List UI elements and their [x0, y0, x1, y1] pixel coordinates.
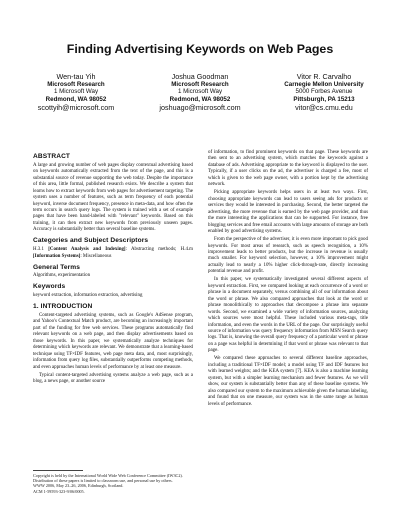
introduction-paragraph: Content-targeted advertising systems, such as Google's AdSense program, and Yahoo's Contextual Match product, are becoming an increasingly important part of the funding for free web services. These programs automatically find relevant keywords on a web page, and then display advertisements based on those keywords. In this paper, we systematically analyze techniques for determining which keywords are relevant. We demonstrate that a learning-based technique using TF×IDF features, web page meta data, and, most surprisingly, information from query log files, substantially outperforms competing methods, and even approaches human levels of performance by at least one measure.	[33, 313, 193, 370]
author-address: 1 Microsoft Way	[177, 88, 223, 96]
author-city: Redmond, WA 98052	[45, 95, 107, 103]
author-affiliation: Microsoft Research	[171, 81, 229, 88]
paper-title: Finding Advertising Keywords on Web Pages	[66, 42, 334, 56]
category-tail: : Miscellaneous	[80, 253, 112, 259]
author-address: 5000 Forbes Avenue	[295, 88, 353, 96]
acm-number: ACM 1-59593-323-9/06/0005.	[33, 488, 85, 494]
author-3	[269, 72, 379, 112]
author-affiliation: Carnegie Mellon University	[284, 81, 364, 88]
category-separator: : Abstracting methods;	[125, 247, 181, 253]
author-address: 1 Microsoft Way	[53, 88, 99, 96]
conference-line: WWW 2006, May 23–26, 2006, Edinburgh, Scotland.	[33, 483, 124, 489]
abstract-heading: ABSTRACT	[33, 153, 71, 160]
left-column	[33, 154, 193, 387]
footnote-divider	[33, 470, 83, 471]
body-paragraph: We compared these approaches to several different baseline approaches, including a traditional TF×IDF model; a model using TF and IDF features but with learned weights; and the KEA system [7]. KEA is also a machine learning system, but with a simpler learning mechanism and fewer features. As we will show, our system is substantially better than any of these baseline systems. We also compared our system to the maximum achievable given the human labeling, and found that on one measure, our system was in the same range as human levels of performance.	[208, 356, 368, 407]
author-1	[21, 72, 131, 112]
author-city: Pittsburgh, PA 15213	[293, 95, 355, 103]
body-paragraph: From the perspective of the advertiser, it is even more important to pick good keywords. For most areas of research, such as speech recognition, a 10% improvement leads to better products, but the increase in revenue is usually much smaller. For keyword selection, however, a 10% improvement might actually lead to nearly a 10% higher click-through-rate, directly increasing potential revenue and profit.	[208, 237, 368, 275]
general-terms-heading: General Terms	[33, 263, 80, 271]
category-name: [Information Systems]	[33, 253, 81, 259]
category-code: H.4.m	[180, 247, 193, 253]
right-column	[208, 150, 368, 410]
category-code: H.3.1	[33, 247, 44, 253]
author-name: Wen-tau Yih	[56, 72, 96, 81]
category-name: [Content Analysis and Indexing]	[48, 247, 126, 253]
author-city: Redmond, WA 98052	[169, 95, 231, 103]
author-2	[145, 72, 255, 112]
general-terms-text: Algorithms, experimentation	[33, 273, 91, 279]
body-paragraph: of information, to find prominent keywords on that page. These keywords are then sent to an advertising system, which matches the keywords against a database of ads. Advertising appropriate to the keyword is displayed to the user. Typically, if a user clicks on the ad, the advertiser is charged a fee, most of which is given to the web page owner, with a portion kept by the advertising network.	[208, 150, 368, 188]
author-email: scottyih@microsoft.com	[37, 103, 115, 113]
author-email: joshuago@microsoft.com	[159, 103, 241, 113]
author-name: Joshua Goodman	[171, 72, 229, 81]
abstract-text: A large and growing number of web pages display contextual advertising based on keywords automatically extracted from the text of the page, and this is a substantial source of revenue supporting the web today. Despite the importance of this area, little formal, published research exists. We describe a system that learns how to extract keywords from web pages for advertisement targeting. The system uses a number of features, such as term frequency of each potential keyword, inverse document frequency, presence in meta-data, and how often the term occurs in search query logs. The system is trained with a set of example pages that have been hand-labeled with "relevant" keywords. Based on this training, it can then extract new keywords from previously unseen pages. Accuracy is substantially better than several baseline systems.	[33, 162, 193, 233]
author-affiliation: Microsoft Research	[47, 81, 105, 88]
categories-text	[33, 247, 193, 260]
introduction-heading: 1. INTRODUCTION	[33, 303, 93, 311]
author-block	[0, 72, 400, 112]
keywords-text: keyword extraction, information extraction, advertising	[33, 293, 143, 299]
body-paragraph: In this paper, we systematically investigated several different aspects of keyword extraction. First, we compared looking at each occurrence of a word or phrase in a document separately, versus combining all of our information about the word or phrase. We also compared approaches that look at the word or phrase monolithically to approaches that decompose a phrase into separate words. Second, we examined a wide variety of information sources, analyzing which sources were most helpful. These included various meta-tags, title information, and even the words in the URL of the page. Our surprisingly useful source of information was query frequency information from MSN Search query logs. That is, knowing the overall query frequency of a particular word or phrase on a page was helpful in determining if that word or phrase was relevant to that page.	[208, 277, 368, 354]
keywords-heading: Keywords	[33, 283, 66, 291]
introduction-paragraph: Typical content-targeted advertising systems analyze a web page, such as a blog, a news page, or another source	[33, 372, 193, 385]
author-name: Vitor R. Carvalho	[296, 72, 352, 81]
body-paragraph: Picking appropriate keywords helps users in at least two ways. First, choosing appropriate keywords can lead to users seeing ads for products or services they would be interested in purchasing. Second, the better targeted the advertising, the more revenue that is earned by the web page provider, and thus the more interesting the applications that can be supported. For instance, free blogging services and free email accounts with large amounts of storage are both enabled by good advertising systems.	[208, 190, 368, 235]
copyright-notice: Copyright is held by the International World Wide Web Conference Committee (IW3C2). Distribution of these papers is limited to classroom use, and personal use by others.	[33, 473, 183, 484]
author-email: vitor@cs.cmu.edu	[295, 103, 353, 113]
categories-heading: Categories and Subject Descriptors	[33, 237, 149, 245]
copyright-footnote	[33, 470, 193, 494]
